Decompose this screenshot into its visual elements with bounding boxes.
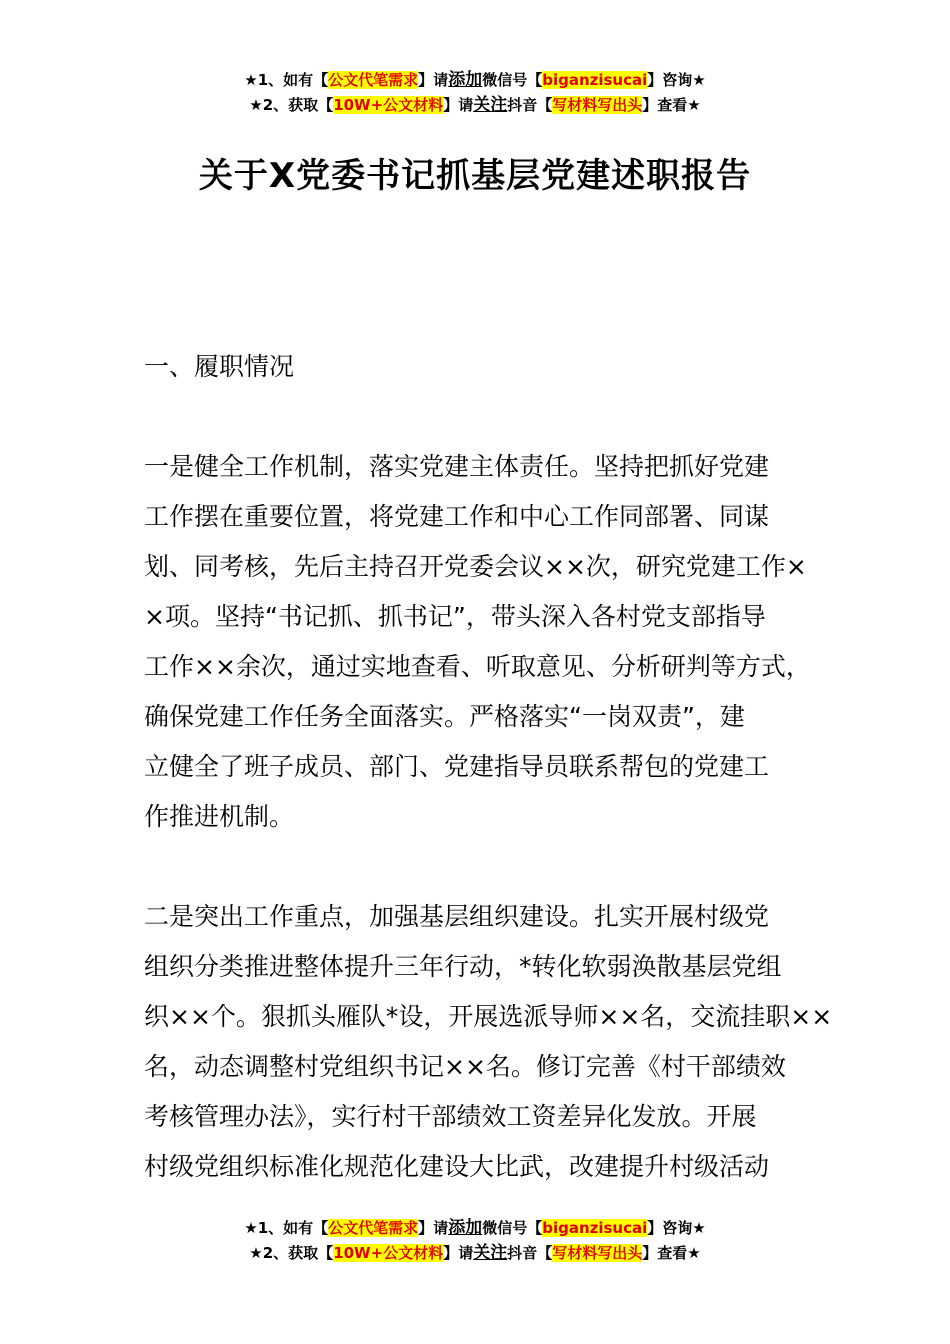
text-line: 一是健全工作机制，落实党建主体责任。坚持把抓好党建 (144, 452, 770, 481)
text-line: 考核管理办法》，实行村干部绩效工资差异化发放。开展 (144, 1102, 757, 1131)
text-line: 工作摆在重要位置，将党建工作和中心工作同部署、同谋 (144, 502, 770, 531)
banner-line-2: ★2、获取【10W+公文材料】请关注抖音【写材料写出头】查看★ (249, 1243, 701, 1263)
text-line: 二是突出工作重点，加强基层组织建设。扎实开展村级党 (144, 902, 770, 931)
paragraph-2 (144, 892, 834, 1192)
service-highlight: 公文代笔需求 (328, 71, 419, 89)
document-body (144, 342, 834, 1192)
text-line: 组织分类推进整体提升三年行动，*转化软弱涣散基层党组 (144, 952, 782, 981)
material-highlight: 10W+公文材料 (333, 1244, 444, 1262)
text-line: 织××个。狠抓头雁队*设，开展选派导师××名，交流挂职×× (144, 1002, 833, 1031)
section-heading: 一、履职情况 (144, 352, 295, 381)
banner-line-1: ★1、如有【公文代笔需求】请添加微信号【biganzisucai】咨询★ (244, 1218, 706, 1238)
banner-line-1: ★1、如有【公文代笔需求】请添加微信号【biganzisucai】咨询★ (244, 70, 706, 90)
text-line: ×项。坚持“书记抓、抓书记”，带头深入各村党支部指导 (144, 602, 766, 631)
document-title: 关于X党委书记抓基层党建述职报告 (198, 156, 752, 196)
material-highlight: 10W+公文材料 (333, 96, 444, 114)
text-line: 村级党组织标准化规范化建设大比武，改建提升村级活动 (144, 1152, 770, 1181)
header-banner (0, 68, 950, 118)
paragraph-1 (144, 442, 834, 842)
wechat-id: biganzisucai (542, 1219, 648, 1237)
text-line: 立健全了班子成员、部门、党建指导员联系帮包的党建工 (144, 752, 770, 781)
text-line: 作推进机制。 (144, 802, 295, 831)
text-line: 划、同考核，先后主持召开党委会议××次，研究党建工作× (144, 552, 807, 581)
footer-banner (0, 1216, 950, 1266)
douyin-id: 写材料写出头 (552, 1244, 643, 1262)
paragraph-gap (144, 842, 834, 892)
text-line: 工作××余次，通过实地查看、听取意见、分析研判等方式， (144, 652, 811, 681)
douyin-id: 写材料写出头 (552, 96, 643, 114)
text-line: 名，动态调整村党组织书记××名。修订完善《村干部绩效 (144, 1052, 786, 1081)
text-line: 确保党建工作任务全面落实。严格落实“一岗双责”，建 (144, 702, 745, 731)
banner-line-2: ★2、获取【10W+公文材料】请关注抖音【写材料写出头】查看★ (249, 95, 701, 115)
wechat-id: biganzisucai (542, 71, 648, 89)
service-highlight: 公文代笔需求 (328, 1219, 419, 1237)
